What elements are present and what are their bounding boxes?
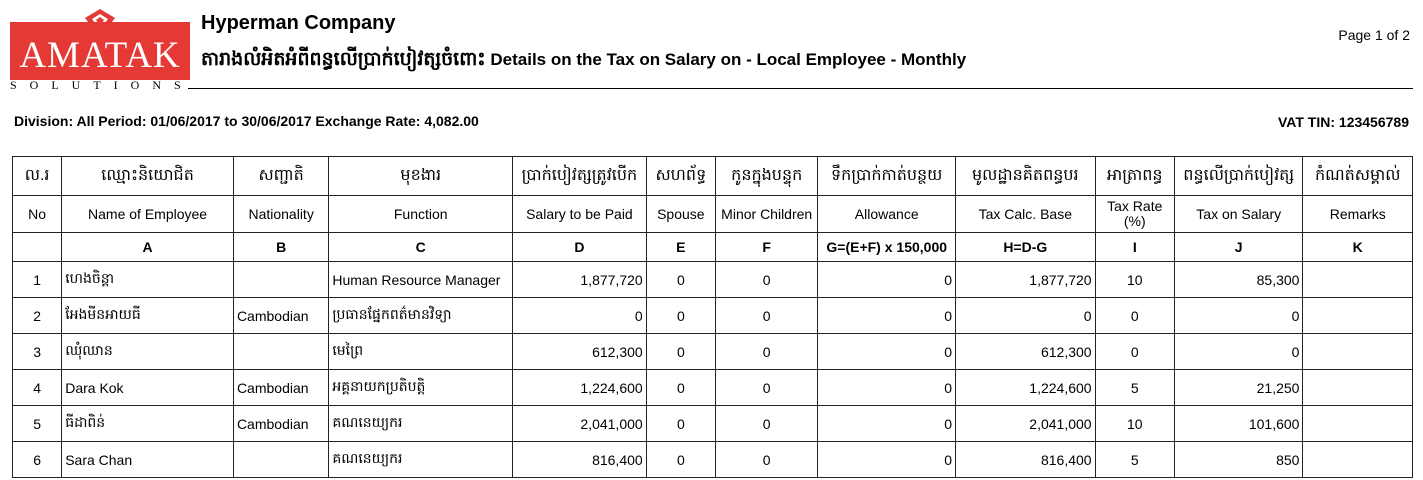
tax-rate: 0 — [1095, 334, 1174, 370]
formula-cell: J — [1174, 233, 1303, 262]
spouse: 0 — [646, 406, 715, 442]
spouse: 0 — [646, 298, 715, 334]
tax-on-salary: 21,250 — [1174, 370, 1303, 406]
tax-on-salary: 85,300 — [1174, 262, 1303, 298]
header-cell: មូលដ្ឋានគិតពន្ធបរ — [956, 157, 1096, 196]
header-cell: Remarks — [1303, 196, 1413, 233]
spouse: 0 — [646, 370, 715, 406]
employee-name: ធីដាពិន់ — [62, 406, 234, 442]
header-cell: កូនក្នុងបន្ទុក — [715, 157, 817, 196]
nationality — [233, 334, 328, 370]
formula-cell: I — [1095, 233, 1174, 262]
row-number: 6 — [13, 442, 62, 478]
allowance: 0 — [818, 370, 956, 406]
header-cell: Spouse — [646, 196, 715, 233]
row-number: 3 — [13, 334, 62, 370]
table-row — [13, 262, 1413, 298]
tax-calc-base: 1,877,720 — [956, 262, 1096, 298]
header-row-khmer — [13, 157, 1413, 196]
tax-on-salary: 850 — [1174, 442, 1303, 478]
nationality: Cambodian — [233, 298, 328, 334]
header-cell: ល.រ — [13, 157, 62, 196]
tax-on-salary: 0 — [1174, 298, 1303, 334]
tax-rate: 0 — [1095, 298, 1174, 334]
tax-on-salary: 101,600 — [1174, 406, 1303, 442]
function: មេព្រៃ — [329, 334, 513, 370]
spouse: 0 — [646, 442, 715, 478]
nationality — [233, 442, 328, 478]
header-cell: No — [13, 196, 62, 233]
header-cell: Tax on Salary — [1174, 196, 1303, 233]
header-cell: Name of Employee — [62, 196, 234, 233]
remarks — [1303, 298, 1413, 334]
report-filter-info: Division: All Period: 01/06/2017 to 30/06/2017 Exchange Rate: 4,082.00 — [14, 113, 479, 129]
vat-tin: VAT TIN: 123456789 — [1278, 114, 1409, 130]
tax-rate: 5 — [1095, 442, 1174, 478]
employee-name: Dara Kok — [62, 370, 234, 406]
spouse: 0 — [646, 262, 715, 298]
salary-to-be-paid: 1,877,720 — [513, 262, 647, 298]
table-row — [13, 406, 1413, 442]
function: ប្រធានផ្នែកពត៌មានវិទ្យា — [329, 298, 513, 334]
tax-calc-base: 816,400 — [956, 442, 1096, 478]
remarks — [1303, 406, 1413, 442]
tax-on-salary: 0 — [1174, 334, 1303, 370]
report-title-english: Details on the Tax on Salary on - Local Employee - Monthly — [490, 50, 967, 69]
formula-cell: B — [233, 233, 328, 262]
header-cell: Function — [329, 196, 513, 233]
tax-rate: 10 — [1095, 262, 1174, 298]
row-number: 5 — [13, 406, 62, 442]
salary-to-be-paid: 2,041,000 — [513, 406, 647, 442]
nationality: Cambodian — [233, 406, 328, 442]
remarks — [1303, 262, 1413, 298]
tax-table — [12, 156, 1413, 478]
header-cell: សញ្ជាតិ — [233, 157, 328, 196]
minor-children: 0 — [715, 262, 817, 298]
tax-calc-base: 0 — [956, 298, 1096, 334]
function: Human Resource Manager — [329, 262, 513, 298]
header-cell: Tax Calc. Base — [956, 196, 1096, 233]
row-number: 2 — [13, 298, 62, 334]
header-divider — [188, 88, 1413, 89]
page-number: Page 1 of 2 — [1338, 27, 1410, 43]
header-cell: ឈ្មោះនិយោជិត — [62, 157, 234, 196]
report-title — [201, 47, 966, 73]
salary-to-be-paid: 612,300 — [513, 334, 647, 370]
header-cell: អាត្រាពន្ធ — [1095, 157, 1174, 196]
report-title-khmer: តារាងលំអិតអំពីពន្ធលើប្រាក់បៀវត្សចំពោះ — [201, 49, 486, 70]
header-cell: កំណត់សម្គាល់ — [1303, 157, 1413, 196]
spouse: 0 — [646, 334, 715, 370]
header-cell: ទឹកប្រាក់កាត់បន្ថយ — [818, 157, 956, 196]
table-row — [13, 334, 1413, 370]
formula-cell: E — [646, 233, 715, 262]
nationality — [233, 262, 328, 298]
function: គណនេយ្យករ — [329, 442, 513, 478]
formula-cell: A — [62, 233, 234, 262]
tax-rate: 5 — [1095, 370, 1174, 406]
minor-children: 0 — [715, 406, 817, 442]
row-number: 4 — [13, 370, 62, 406]
formula-cell: H=D-G — [956, 233, 1096, 262]
remarks — [1303, 334, 1413, 370]
minor-children: 0 — [715, 370, 817, 406]
header-cell: Minor Children — [715, 196, 817, 233]
tax-calc-base: 2,041,000 — [956, 406, 1096, 442]
logo-wordmark: AMATAK — [19, 35, 181, 76]
header-cell: Nationality — [233, 196, 328, 233]
minor-children: 0 — [715, 298, 817, 334]
allowance: 0 — [818, 442, 956, 478]
salary-to-be-paid: 0 — [513, 298, 647, 334]
formula-cell: G=(E+F) x 150,000 — [818, 233, 956, 262]
company-logo — [10, 8, 194, 92]
allowance: 0 — [818, 406, 956, 442]
remarks — [1303, 370, 1413, 406]
header-cell: Tax Rate (%) — [1095, 196, 1174, 233]
header-cell: Salary to be Paid — [513, 196, 647, 233]
table-row — [13, 442, 1413, 478]
formula-cell: C — [329, 233, 513, 262]
tax-calc-base: 1,224,600 — [956, 370, 1096, 406]
header-row-formula — [13, 233, 1413, 262]
employee-name: Sara Chan — [62, 442, 234, 478]
employee-name: ហេងចិន្តា — [62, 262, 234, 298]
employee-name: អែងមីនអាយធី — [62, 298, 234, 334]
row-number: 1 — [13, 262, 62, 298]
formula-cell — [13, 233, 62, 262]
salary-to-be-paid: 1,224,600 — [513, 370, 647, 406]
header-cell: ពន្ធលើប្រាក់បៀវត្ស — [1174, 157, 1303, 196]
formula-cell: K — [1303, 233, 1413, 262]
employee-name: ឈុំឈាន — [62, 334, 234, 370]
formula-cell: D — [513, 233, 647, 262]
tax-calc-base: 612,300 — [956, 334, 1096, 370]
allowance: 0 — [818, 334, 956, 370]
minor-children: 0 — [715, 442, 817, 478]
minor-children: 0 — [715, 334, 817, 370]
function: គណនេយ្យករ — [329, 406, 513, 442]
salary-to-be-paid: 816,400 — [513, 442, 647, 478]
allowance: 0 — [818, 262, 956, 298]
header-cell: Allowance — [818, 196, 956, 233]
formula-cell: F — [715, 233, 817, 262]
table-row — [13, 298, 1413, 334]
header-cell: សហព័ទ្ធ — [646, 157, 715, 196]
nationality: Cambodian — [233, 370, 328, 406]
header-cell: ប្រាក់បៀវត្សត្រូវបើក — [513, 157, 647, 196]
header-row-english — [13, 196, 1413, 233]
tax-rate: 10 — [1095, 406, 1174, 442]
header-cell: មុខងារ — [329, 157, 513, 196]
company-name: Hyperman Company — [201, 12, 396, 34]
logo-tagline: SOLUTIONS — [10, 78, 194, 92]
remarks — [1303, 442, 1413, 478]
table-row — [13, 370, 1413, 406]
function: អគ្គនាយកប្រតិបត្តិ — [329, 370, 513, 406]
allowance: 0 — [818, 298, 956, 334]
